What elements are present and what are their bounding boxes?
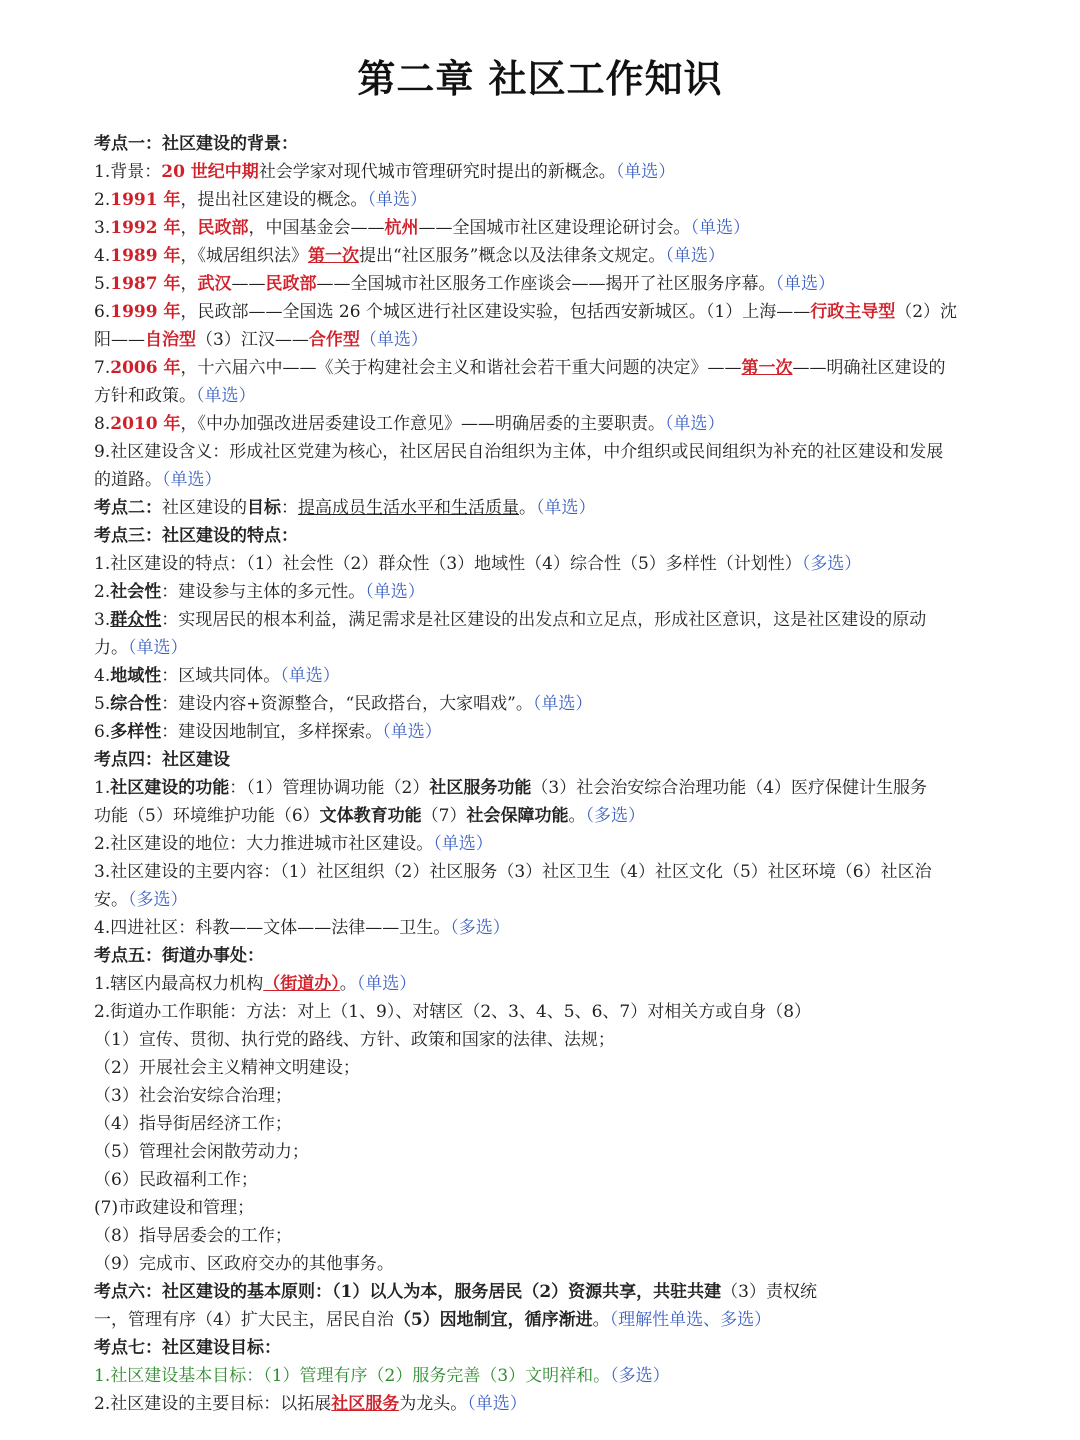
text-span: 8.: [94, 414, 111, 434]
highlight-text: 1989 年: [110, 246, 181, 266]
text-span: 的道路。: [94, 470, 162, 490]
question-type-tag: （单选）: [433, 834, 493, 854]
text-span: ，《中办加强改进居委建设工作意见》——明确居委的主要职责。: [180, 414, 665, 434]
text-span: 社会保障功能: [466, 806, 569, 826]
text-line: [94, 1362, 1014, 1390]
text-span: 2.社区建设的地位：大力推进城市社区建设。: [94, 834, 434, 854]
text-span: （7）: [421, 806, 467, 826]
highlight-text: 行政主导型: [810, 302, 896, 322]
text-line: 3.社区建设的主要内容：（1）社区组织（2）社区服务（3）社区卫生（4）社区文化（5）社区环境（6）社区治: [94, 862, 932, 882]
text-span: 2.社区建设的主要目标：以拓展: [94, 1394, 332, 1414]
question-type-tag: （单选）: [664, 414, 725, 434]
text-span: 。: [592, 1310, 610, 1330]
question-type-tag: （单选）: [365, 582, 425, 602]
text-span: 3.: [94, 610, 111, 630]
text-span: 4.四进社区：科教——文体——法律——卫生。: [94, 918, 451, 938]
text-span: 考点六：社区建设的基本原则：: [94, 1282, 332, 1302]
section-heading-5: 考点五：街道办事处：: [94, 946, 264, 966]
text-line: [94, 242, 1014, 270]
text-line: [94, 1306, 1014, 1334]
page-title: 第二章 社区工作知识: [357, 56, 723, 101]
text-span: ：建设因地制宜，多样探索。: [161, 722, 383, 742]
highlight-text: 合作型: [308, 330, 360, 350]
text-span: 方针和政策。: [94, 386, 196, 406]
highlight-text: 武汉: [197, 274, 232, 294]
text-span: 5.: [94, 694, 111, 714]
highlight-text: 1999 年: [110, 302, 181, 322]
text-span: （3）社会治安综合治理功能（4）医疗保健计生服务: [531, 778, 928, 798]
list-item: （3）社会治安综合治理；: [94, 1086, 292, 1106]
highlight-text: 20 世纪中期: [161, 162, 259, 182]
highlight-text: 2006 年: [110, 358, 181, 378]
text-span: 1.辖区内最高权力机构: [94, 974, 264, 994]
question-type-tag: （单选）: [128, 638, 188, 658]
text-span: ：实现居民的根本利益，满足需求是社区建设的出发点和立足点，形成社区意识，这是社区建设的原动: [161, 610, 927, 630]
question-type-tag: （多选）: [801, 554, 862, 574]
highlight-text: 杭州: [384, 218, 419, 238]
highlight-text: 1991 年: [110, 190, 181, 210]
text-span: 4.: [94, 666, 111, 686]
text-line: [94, 382, 1014, 410]
text-span: ，《城居组织法》: [180, 246, 308, 266]
section-heading-4: 考点四：社区建设: [94, 750, 230, 770]
text-span: 力。: [94, 638, 128, 658]
highlight-text: 1992 年: [110, 218, 181, 238]
list-item: （9）完成市、区政府交办的其他事务。: [94, 1254, 394, 1274]
text-span: ，提出社区建设的概念。: [180, 190, 368, 210]
text-span: 提出“社区服务”概念以及法律条文规定。: [358, 246, 666, 266]
text-span: 1.社区建设的特点：（1）社会性（2）群众性（3）地域性（4）综合性（5）多样性（计划性）: [94, 554, 802, 574]
highlight-text: （街道办）: [263, 974, 340, 994]
text-line: [94, 354, 1014, 382]
text-span: 多样性: [110, 722, 162, 742]
text-line: [94, 802, 1014, 830]
text-line: [94, 410, 1014, 438]
list-item: (7)市政建设和管理；: [94, 1198, 255, 1218]
text-line: [94, 1390, 1014, 1418]
text-line: [94, 774, 1014, 802]
question-type-tag: （多选）: [128, 890, 188, 910]
text-span: 目标: [247, 498, 281, 518]
question-type-tag: （单选）: [690, 218, 750, 238]
text-span: （5）因地制宜，循序渐进: [393, 1310, 593, 1330]
text-span: 1.: [94, 778, 111, 798]
text-span: ——全国城市社区建设理论研讨会。: [418, 218, 691, 238]
question-type-tag: （理解性单选、多选）: [609, 1310, 772, 1330]
text-line: [94, 186, 1014, 214]
text-span: 。: [339, 974, 357, 994]
text-span: 。: [519, 498, 536, 518]
text-line: [94, 662, 1014, 690]
text-line: [94, 550, 1014, 578]
text-span: 阳——: [94, 330, 145, 350]
text-line: [94, 298, 1014, 326]
question-type-tag: （单选）: [367, 190, 427, 210]
text-span: 安。: [94, 890, 128, 910]
text-span: ，民政部——全国选 26 个城区进行社区建设实验，包括西安新城区。（1）上海——: [180, 302, 811, 322]
underlined-text: 提高成员生活水平和生活质量: [298, 498, 519, 518]
highlight-text: 1987 年: [110, 274, 181, 294]
text-span: ——: [231, 274, 266, 294]
text-line: [94, 578, 1014, 606]
list-item: （4）指导街居经济工作；: [94, 1114, 292, 1134]
text-span: 。: [568, 806, 586, 826]
highlight-text: 民政部: [197, 218, 249, 238]
text-span: 社区建设的: [162, 498, 247, 518]
list-item: （6）民政福利工作；: [94, 1170, 258, 1190]
text-span: 一，管理有序（4）扩大民主，居民自治: [94, 1310, 394, 1330]
section-heading-7: 考点七：社区建设目标：: [94, 1338, 281, 1358]
question-type-tag: （单选）: [280, 666, 340, 686]
text-span: 考点二：: [94, 498, 162, 518]
text-span: 功能（5）环境维护功能（6）: [94, 806, 320, 826]
highlight-text: 第一次: [307, 246, 359, 266]
list-item: （2）开展社会主义精神文明建设；: [94, 1058, 360, 1078]
text-span: （3）责权统: [721, 1282, 817, 1302]
question-type-tag: （单选）: [196, 386, 256, 406]
list-item: （5）管理社会闲散劳动力；: [94, 1142, 309, 1162]
text-line: [94, 634, 1014, 662]
text-line: [94, 270, 1014, 298]
text-line: [94, 158, 1014, 186]
question-type-tag: （单选）: [615, 162, 676, 182]
text-line: 2.街道办工作职能：方法：对上（1、9）、对辖区（2、3、4、5、6、7）对相关方或自身（8）: [94, 1002, 812, 1022]
text-span: 4.: [94, 246, 111, 266]
text-span: （2）沈: [895, 302, 958, 322]
text-line: [94, 970, 1014, 998]
question-type-tag: （单选）: [382, 722, 442, 742]
text-span: ：（1）管理协调功能（2）: [229, 778, 430, 798]
question-type-tag: （单选）: [162, 470, 222, 490]
text-span: 6.: [94, 302, 111, 322]
list-item: （1）宣传、贯彻、执行党的路线、方针、政策和国家的法律、法规；: [94, 1030, 615, 1050]
question-type-tag: （单选）: [775, 274, 835, 294]
text-span: ：建设内容+资源整合，“民政搭台，大家唱戏”。: [161, 694, 533, 714]
section-heading-3: 考点三：社区建设的特点：: [94, 526, 298, 546]
text-line: [94, 606, 1014, 634]
highlight-text: 第一次: [741, 358, 793, 378]
text-line: 9.社区建设含义：形成社区党建为核心，社区居民自治组织为主体，中介组织或民间组织为补充的社区建设和发展: [94, 442, 944, 462]
text-span: 5.: [94, 274, 111, 294]
text-line: [94, 214, 1014, 242]
section-heading-2: [94, 494, 1014, 522]
underlined-text: 群众性: [110, 610, 162, 630]
text-line: [94, 718, 1014, 746]
list-item: （8）指导居委会的工作；: [94, 1226, 292, 1246]
text-span: ——明确社区建设的: [792, 358, 946, 378]
highlight-text: 自治型: [145, 330, 196, 350]
text-span: 6.: [94, 722, 111, 742]
text-span: 社会性: [110, 582, 162, 602]
section-heading-6: [94, 1278, 1014, 1306]
text-span: 1.背景：: [94, 162, 162, 182]
text-span: 社会学家对现代城市管理研究时提出的新概念。: [258, 162, 616, 182]
text-span: ，: [180, 218, 198, 238]
highlight-text: 2010 年: [110, 414, 181, 434]
text-span: ，十六届六中——《关于构建社会主义和谐社会若干重大问题的决定》——: [180, 358, 742, 378]
text-span: ，中国基金会——: [248, 218, 385, 238]
question-type-tag: （单选）: [665, 246, 725, 266]
section-heading-1: 考点一：社区建设的背景：: [94, 134, 298, 154]
text-span: 文体教育功能: [319, 806, 422, 826]
question-type-tag: （多选）: [450, 918, 510, 938]
text-line: [94, 886, 1014, 914]
highlight-text: 社区服务: [331, 1394, 400, 1414]
question-type-tag: （多选）: [610, 1366, 670, 1386]
text-span: 社区服务功能: [429, 778, 532, 798]
question-type-tag: （单选）: [356, 974, 417, 994]
question-type-tag: （多选）: [585, 806, 645, 826]
text-span: ：建设参与主体的多元性。: [161, 582, 366, 602]
text-span: 2.: [94, 190, 111, 210]
text-line: [94, 690, 1014, 718]
question-type-tag: （单选）: [532, 694, 593, 714]
question-type-tag: （单选）: [359, 330, 428, 350]
text-span: ——全国城市社区服务工作座谈会——揭开了社区服务序幕。: [316, 274, 776, 294]
text-line: [94, 914, 1014, 942]
text-span: （3）江汉——: [196, 330, 309, 350]
question-type-tag: （单选）: [536, 498, 596, 518]
text-span: （1）以人为本，服务居民（2）资源共享，共驻共建: [332, 1282, 722, 1302]
text-line: [94, 326, 1014, 354]
text-span: 综合性: [110, 694, 162, 714]
green-text: 1.社区建设基本目标：（1）管理有序（2）服务完善（3）文明祥和。: [94, 1366, 611, 1386]
text-span: 社区建设的功能: [110, 778, 230, 798]
highlight-text: 民政部: [265, 274, 317, 294]
text-span: 7.: [94, 358, 111, 378]
text-span: 为龙头。: [399, 1394, 468, 1414]
text-line: [94, 466, 1014, 494]
text-span: ：区域共同体。: [161, 666, 281, 686]
text-span: 2.: [94, 582, 111, 602]
text-span: ：: [281, 498, 298, 518]
question-type-tag: （单选）: [467, 1394, 527, 1414]
text-span: ，: [180, 274, 198, 294]
text-line: [94, 830, 1014, 858]
text-span: 地域性: [110, 666, 162, 686]
text-span: 3.: [94, 218, 111, 238]
